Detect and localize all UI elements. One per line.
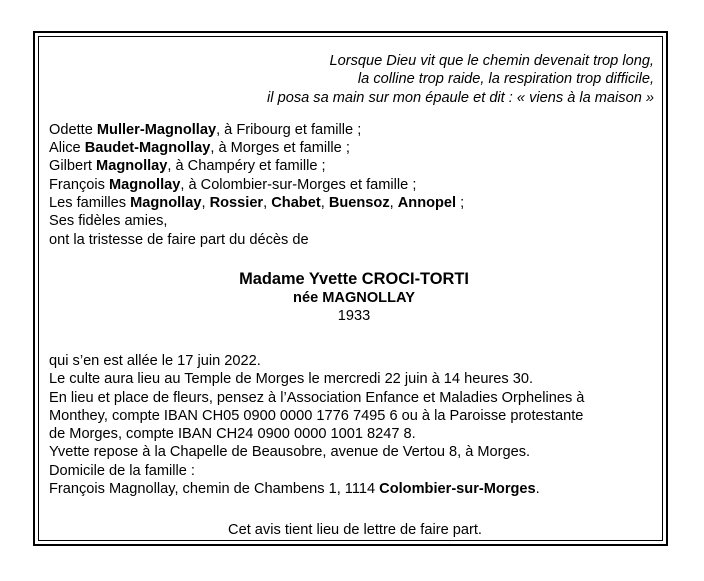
family-name: Rossier xyxy=(209,195,264,212)
announcement-line: ont la tristesse de faire part du décès de xyxy=(49,231,309,248)
birth-year: 1933 xyxy=(337,307,371,324)
family-name: Magnollay xyxy=(109,176,181,193)
maiden-name: née MAGNOLLAY xyxy=(293,289,415,306)
friends-line: Ses fidèles amies, xyxy=(49,213,168,230)
deceased-name: Madame Yvette CROCI-TORTI xyxy=(239,269,469,288)
family-address: François Magnollay, chemin de Chambens 1, 1114 Colombier-sur-Morges. xyxy=(49,481,540,498)
detail-line: En lieu et place de fleurs, pensez à l’Association Enfance et Maladies Orphelines à xyxy=(49,389,585,406)
closing-note: Cet avis tient lieu de lettre de faire part. xyxy=(228,522,482,539)
family-name: Baudet-Magnollay xyxy=(84,140,211,157)
quote-line: Lorsque Dieu vit que le chemin devenait trop long, xyxy=(329,53,654,69)
obituary-notice xyxy=(49,52,661,540)
quote-line: il posa sa main sur mon épaule et dit : « viens à la maison » xyxy=(267,89,654,106)
family-name: Muller-Magnollay xyxy=(96,121,217,138)
address-locality: Colombier-sur-Morges xyxy=(379,481,536,498)
family-name: Annopel xyxy=(397,195,457,212)
family-list xyxy=(49,121,661,249)
family-line: François Magnollay, à Colombier-sur-Morges et famille ; xyxy=(49,176,417,193)
family-name: Buensoz xyxy=(328,195,390,212)
detail-line: Domicile de la famille : xyxy=(49,462,195,479)
family-line: Alice Baudet-Magnollay, à Morges et famille ; xyxy=(49,140,350,157)
family-name: Chabet xyxy=(271,195,321,212)
detail-line: Monthey, compte IBAN CH05 0900 0000 1776 7495 6 ou à la Paroisse protestante xyxy=(49,407,584,424)
detail-line: qui s’en est allée le 17 juin 2022. xyxy=(49,352,261,369)
detail-line: Le culte aura lieu au Temple de Morges le mercredi 22 juin à 14 heures 30. xyxy=(49,371,534,388)
family-line: Gilbert Magnollay, à Champéry et famille ; xyxy=(49,158,326,175)
deceased-block xyxy=(47,269,661,325)
epigraph-quote xyxy=(49,52,654,107)
family-name: Magnollay xyxy=(130,195,202,212)
service-details xyxy=(49,352,661,498)
quote-line: la colline trop raide, la respiration trop difficile, xyxy=(357,71,654,88)
family-name: Magnollay xyxy=(96,158,168,175)
detail-line: Yvette repose à la Chapelle de Beausobre, avenue de Vertou 8, à Morges. xyxy=(49,444,531,461)
family-line: Les familles Magnollay, Rossier, Chabet, Buensoz, Annopel ; xyxy=(49,195,465,212)
detail-line: de Morges, compte IBAN CH24 0900 0000 1001 8247 8. xyxy=(49,426,416,443)
family-line: Odette Muller-Magnollay, à Fribourg et famille ; xyxy=(49,121,362,138)
